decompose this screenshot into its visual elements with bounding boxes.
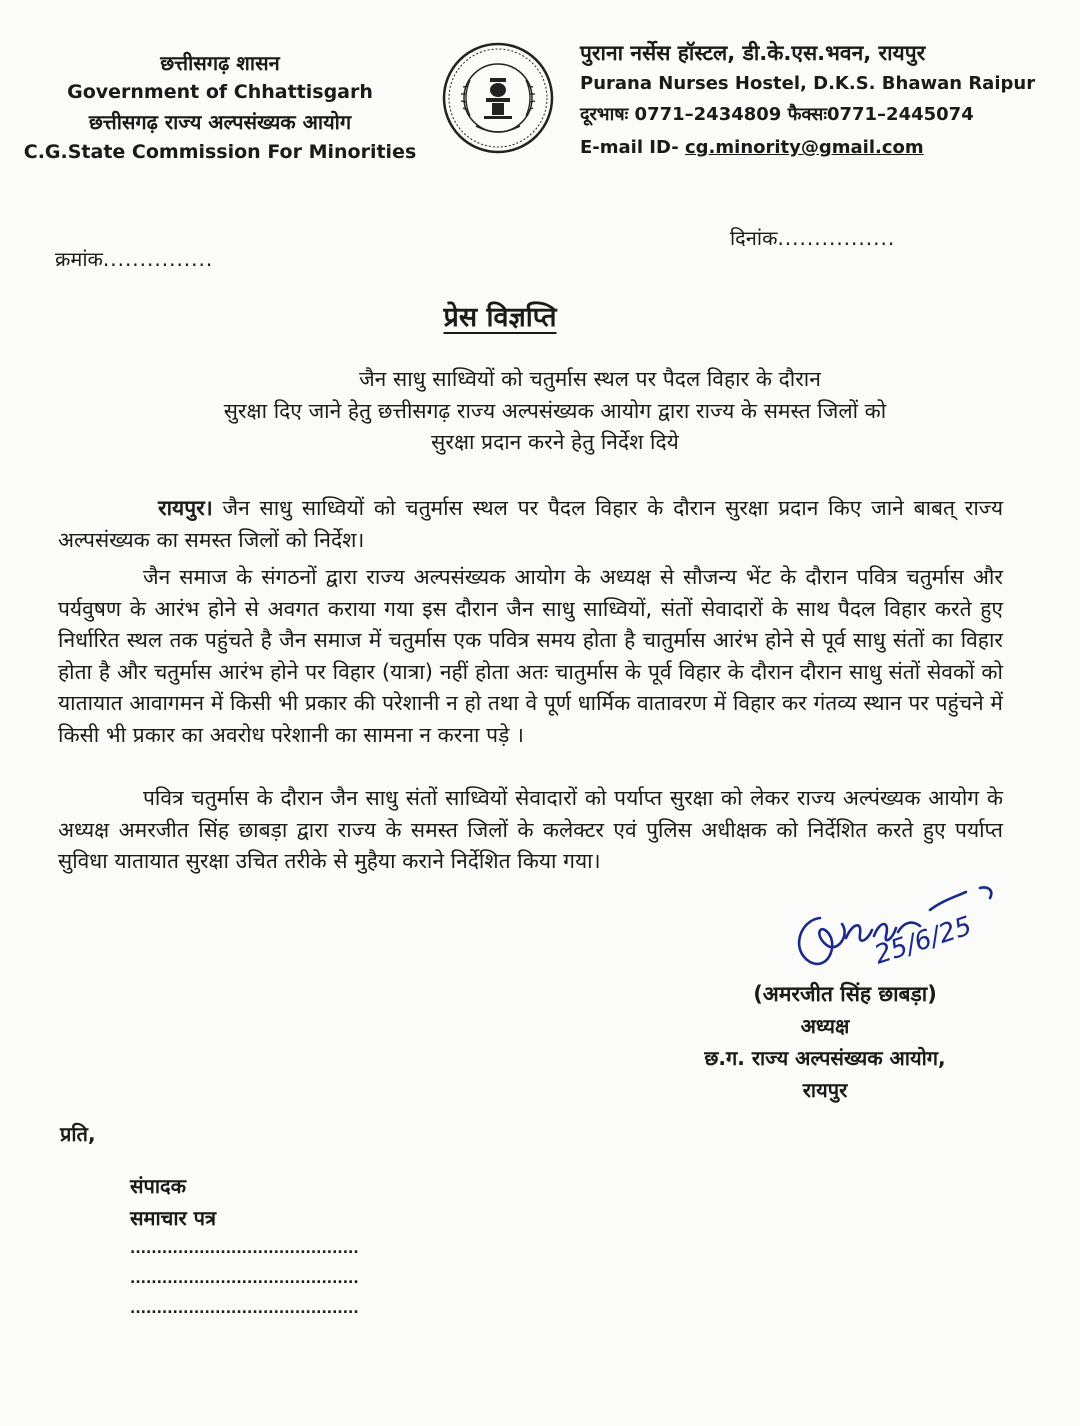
body-paragraph: पवित्र चतुर्मास के दौरान जैन साधु संतों साध्वियों सेवादारों को पर्याप्त सुरक्षा को लेकर राज्य अल्पंख्यक आयोग के अध्यक्ष अमरजीत सिंह छाबड़ा द्वारा राज्य के समस्त जिलों के कलेक्टर एवं पुलिस अधीक्षक को निर्देशित करते हुए पर्याप्त सुविधा यातायात सुरक्षा उचित तरीके से मुहैया कराने निर्देशित किया गया। [58, 786, 1003, 873]
address-english: Purana Nurses Hostel, D.K.S. Bhawan Raipur [580, 73, 1036, 94]
subject-line: सुरक्षा दिए जाने हेतु छत्तीसगढ़ राज्य अल्पसंख्यक आयोग द्वारा राज्य के समस्त जिलों को [223, 398, 887, 423]
subject-line: जैन साधु साध्वियों को चतुर्मास स्थल पर पैदल विहार के दौरान [359, 367, 821, 391]
subject-block [120, 364, 990, 459]
handwritten-signature [780, 880, 1020, 985]
dateline-place: रायपुर। [158, 496, 213, 520]
recipients-label: प्रति, [60, 1122, 96, 1146]
govt-hindi: छत्तीसगढ़ शासन [160, 51, 280, 75]
date-label: दिनांक [730, 226, 778, 250]
govt-english: Government of Chhattisgarh [67, 81, 373, 103]
signature-date: 25/6/25 [870, 911, 976, 971]
email-address: cg.minority@gmail.com [685, 137, 924, 158]
issuer-block [20, 48, 420, 167]
phone-fax: दूरभाषः 0771–2434809 फैक्सः0771–2445074 [580, 104, 974, 125]
document-title: प्रेस विज्ञप्ति [443, 302, 557, 333]
email-line [580, 132, 1035, 164]
commission-hindi: छत्तीसगढ़ राज्य अल्पसंख्यक आयोग [88, 110, 352, 134]
recipient-newspaper: समाचार पत्र [130, 1206, 217, 1230]
contact-block [580, 36, 1035, 164]
signatory-designation: अध्यक्ष [800, 1014, 850, 1038]
body-paragraph: जैन समाज के संगठनों द्वारा राज्य अल्पसंख्यक आयोग के अध्यक्ष से सौजन्य भेंट के दौरान पवित्र चतुर्मास और पर्यवुषण के आरंभ होने से अवगत कराया गया इस दौरान जैन साधु साध्वियों, संतों सेवादारों के साथ पैदल विहार करते हुए निर्धारित स्थल तक पहुंचते है जैन समाज में चतुर्मास एक पवित्र समय होता है चातुर्मास आरंभ होने से पूर्व साधु संतों का विहार होता है और चतुर्मास आरंभ होने पर विहार (यात्रा) नहीं होता अतः चातुर्मास के पूर्व विहार के दौरान दौरान साधु संतों सेवकों को यातायात आवागमन में किसी भी प्रकार की परेशानी न हो तथा वे पूर्ण धार्मिक वातावरण में विहार कर गंतव्य स्थान पर पहुंचने में किसी भी प्रकार का अवरोध परेशानी का सामना न करना पड़े । [58, 565, 1003, 747]
recipient-block [130, 1170, 359, 1324]
ref-number-blank: ............... [102, 247, 214, 271]
signatory-city: रायपुर [802, 1078, 848, 1102]
recipient-editor: संपादक [130, 1174, 187, 1198]
lead-text: जैन साधु साध्वियों को चतुर्मास स्थल पर पैदल विहार के दौरान सुरक्षा प्रदान किए जाने बाबत् राज्य अल्पसंख्यक का समस्त जिलों को निर्देश। [58, 496, 1004, 552]
signatory-block [660, 978, 990, 1106]
state-emblem-seal [440, 40, 556, 156]
ref-number-label: क्रमांक [55, 247, 103, 271]
date-field [730, 224, 895, 251]
body-paragraph-lead [58, 493, 1003, 556]
signatory-organisation: छ.ग. राज्य अल्पसंख्यक आयोग, [704, 1046, 946, 1070]
blank-line: ........................................... [130, 1241, 359, 1257]
subject-line: सुरक्षा प्रदान करने हेतु निर्देश दिये [431, 430, 679, 454]
address-hindi: पुराना नर्सेस हॉस्टल, डी.के.एस.भवन, रायपुर [580, 41, 926, 65]
email-label: E-mail ID- [580, 137, 679, 158]
blank-line: ........................................... [130, 1301, 359, 1317]
blank-line: ........................................... [130, 1271, 359, 1287]
signatory-name: (अमरजीत सिंह छाबड़ा) [753, 982, 937, 1006]
date-blank: ................ [777, 226, 896, 250]
ref-number-field [55, 245, 213, 272]
commission-english: C.G.State Commission For Minorities [23, 141, 417, 163]
